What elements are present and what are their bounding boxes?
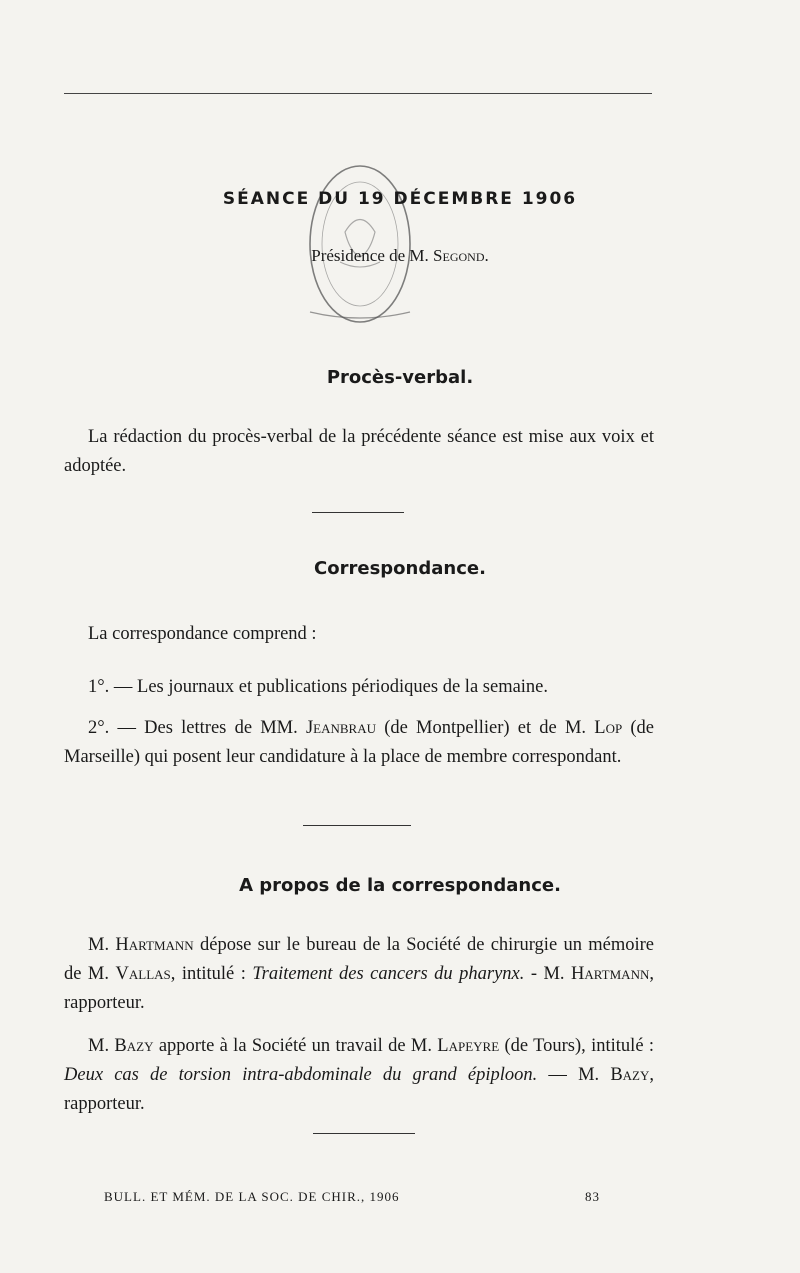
p1-text-a: M. [88,935,116,955]
p2-text-e: , rapporteur. [64,1065,655,1114]
presidence-line [0,246,800,266]
section-title-proces-verbal: Procès-verbal. [326,367,474,388]
p1-text-c: , intitulé : [170,964,253,984]
p2-text-a: M. [88,1036,115,1056]
separator-3 [313,1133,415,1134]
separator-2 [303,825,411,826]
correspondance-item-2 [64,714,654,772]
item2-text-c: (de Marseille) qui posent leur candidature à la place de membre correspondant. [64,718,655,767]
footer-journal: BULL. ET MÉM. DE LA SOC. DE CHIR., 1906 [104,1189,400,1204]
item2-text-a: 2°. — Des lettres de MM. [88,718,306,738]
section-title-apropos: A propos de la correspondance. [239,875,561,896]
footer-page-number: 83 [585,1189,600,1204]
p1-name-vallas: Vallas [115,964,171,984]
section-title-correspondance: Correspondance. [314,558,486,579]
apropos-paragraph-2 [64,1032,654,1119]
presidence-suffix: . [484,246,489,265]
correspondance-intro: La correspondance comprend : [88,624,317,644]
p2-text-b: apporte à la Société un travail de M. [153,1036,438,1056]
p2-text-c: (de Tours), intitulé : [499,1036,655,1056]
p1-text-d: - M. [524,964,572,984]
item2-text-b: (de Montpellier) et de M. [376,718,595,738]
library-stamp-icon [300,152,420,332]
seance-title: SÉANCE DU 19 DÉCEMBRE 1906 [222,189,578,209]
p1-name-hartmann-2: Hartmann [571,964,650,984]
correspondance-item-1: 1°. — Les journaux et publications périodiques de la semaine. [88,677,549,697]
president-name: Segond [433,246,485,265]
p1-text-b: dépose sur le bureau de la Société de chirurgie un mémoire de M. [64,935,654,984]
p2-work-title: Deux cas de torsion intra-abdominale du grand épiploon. [64,1065,538,1085]
p2-text-d: — M. [537,1065,611,1085]
p2-name-bazy-2: Bazy [610,1065,650,1085]
presidence-prefix: Présidence de M. [311,246,434,265]
item2-name-lop: Lop [594,718,623,738]
p1-text-e: , rapporteur. [64,964,654,1013]
proces-verbal-paragraph: La rédaction du procès-verbal de la précédente séance est mise aux voix et adoptée. [64,427,654,476]
p1-name-hartmann: Hartmann [115,935,194,955]
apropos-paragraph-1 [64,931,654,1018]
top-rule [64,93,652,94]
p2-name-lapeyre: Lapeyre [437,1036,500,1056]
p1-work-title: Traitement des cancers du pharynx. [252,964,525,984]
separator-1 [312,512,404,513]
p2-name-bazy: Bazy [114,1036,154,1056]
item2-name-jeanbrau: Jeanbrau [305,718,377,738]
